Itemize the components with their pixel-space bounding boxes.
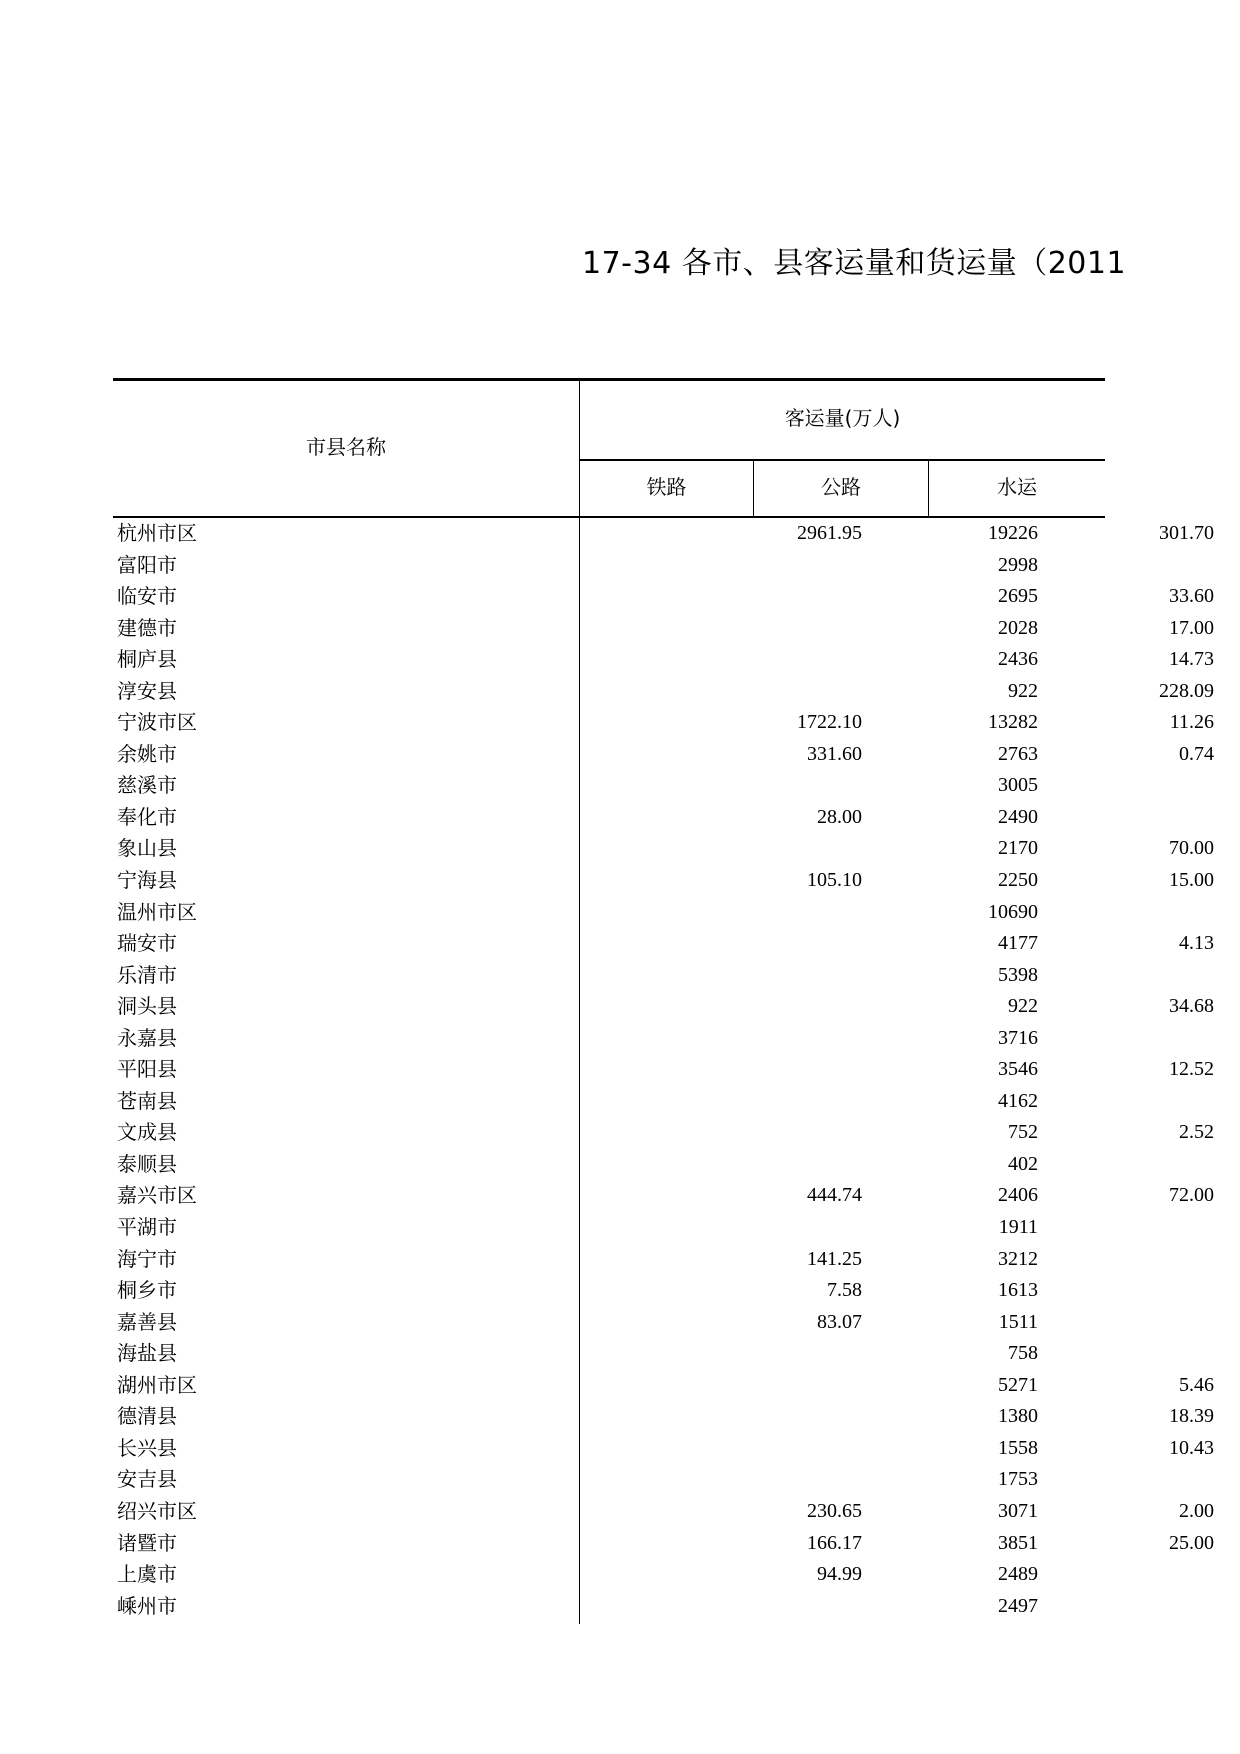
- row-water-value: [1039, 1212, 1214, 1244]
- table-row: [113, 676, 1214, 708]
- row-water-value: [1039, 550, 1214, 582]
- row-name: 永嘉县: [117, 1025, 177, 1050]
- row-road-value: 2763: [998, 742, 1038, 765]
- row-water-value: 25.00: [1169, 1531, 1214, 1554]
- row-name: 象山县: [117, 836, 177, 861]
- row-name: 富阳市: [117, 552, 177, 577]
- row-name: 宁海县: [117, 868, 177, 893]
- table-row: [113, 991, 1214, 1023]
- table-row: [113, 581, 1214, 613]
- row-rail-value: [580, 991, 862, 1023]
- row-rail-value: [580, 644, 862, 676]
- table-row: [113, 1370, 1214, 1402]
- row-name: 苍南县: [117, 1088, 177, 1113]
- row-rail-value: [580, 770, 862, 802]
- row-rail-value: [580, 1401, 862, 1433]
- row-name: 温州市区: [117, 899, 197, 924]
- row-rail-value: [580, 613, 862, 645]
- table-row: [113, 707, 1214, 739]
- row-road-value: 1911: [998, 1216, 1038, 1239]
- row-road-value: 1380: [998, 1405, 1038, 1428]
- row-name: 嵊州市: [117, 1593, 177, 1618]
- row-water-value: [1039, 1307, 1214, 1339]
- table-row: [113, 1496, 1214, 1528]
- row-road-value: 3716: [998, 1026, 1038, 1049]
- row-rail-value: [580, 581, 862, 613]
- column-header-road: 公路: [821, 475, 861, 499]
- row-name: 桐乡市: [117, 1278, 177, 1303]
- row-water-value: 10.43: [1169, 1436, 1214, 1459]
- row-road-value: 758: [1008, 1342, 1038, 1365]
- row-rail-value: 2961.95: [797, 522, 862, 544]
- row-water-value: [1039, 1275, 1214, 1307]
- table-row: [113, 1244, 1105, 1276]
- row-name: 临安市: [117, 584, 177, 609]
- table-top-rule: [113, 378, 1105, 381]
- table-row: [113, 1464, 1105, 1496]
- row-name: 建德市: [117, 615, 177, 640]
- row-name: 诸暨市: [117, 1530, 177, 1555]
- row-name: 湖州市区: [117, 1372, 197, 1397]
- row-rail-value: 94.99: [817, 1563, 862, 1586]
- row-rail-value: 141.25: [807, 1247, 862, 1270]
- row-road-value: 1511: [998, 1310, 1038, 1333]
- row-name: 慈溪市: [117, 773, 177, 798]
- row-water-value: [1039, 1149, 1214, 1181]
- row-road-value: 5398: [998, 963, 1038, 986]
- column-header-water: 水运: [997, 475, 1037, 499]
- row-road-value: 1753: [998, 1468, 1038, 1491]
- row-name: 平湖市: [117, 1215, 177, 1240]
- row-road-value: 13282: [988, 711, 1038, 734]
- row-road-value: 2490: [998, 805, 1038, 828]
- row-water-value: 17.00: [1169, 616, 1214, 639]
- row-rail-value: [580, 1086, 862, 1118]
- row-road-value: 3212: [998, 1247, 1038, 1270]
- row-road-value: 2028: [998, 616, 1038, 639]
- row-water-value: 4.13: [1179, 932, 1214, 955]
- row-water-value: [1039, 1464, 1214, 1496]
- row-rail-value: [580, 1464, 862, 1496]
- row-name: 奉化市: [117, 804, 177, 829]
- row-rail-value: [580, 1338, 862, 1370]
- table-row: [113, 833, 1214, 865]
- row-water-value: 15.00: [1169, 869, 1214, 892]
- row-water-value: [1039, 1086, 1214, 1118]
- row-rail-value: [580, 1149, 862, 1181]
- row-road-value: 3071: [998, 1499, 1038, 1522]
- table-row: [113, 644, 1214, 676]
- row-name: 平阳县: [117, 1057, 177, 1082]
- row-road-value: 4177: [998, 932, 1038, 955]
- row-name: 泰顺县: [117, 1151, 177, 1176]
- row-rail-value: 105.10: [807, 869, 862, 892]
- row-road-value: 10690: [988, 900, 1038, 923]
- table-row: [113, 928, 1214, 960]
- row-rail-value: [580, 897, 862, 929]
- row-road-value: 922: [1008, 995, 1038, 1018]
- row-rail-value: [580, 1212, 862, 1244]
- page-title: 17-34 各市、县客运量和货运量（2011: [582, 246, 1127, 281]
- row-water-value: 2.52: [1179, 1121, 1214, 1144]
- row-name: 桐庐县: [117, 647, 177, 672]
- row-road-value: 1613: [998, 1279, 1038, 1302]
- row-road-value: 2695: [998, 585, 1038, 608]
- table-row: [113, 897, 1105, 929]
- row-rail-value: [580, 550, 862, 582]
- row-road-value: 3851: [998, 1531, 1038, 1554]
- table-row: [113, 518, 1214, 550]
- table-row: [113, 802, 1105, 834]
- row-rail-value: 28.00: [817, 805, 862, 828]
- row-water-value: [1039, 1338, 1214, 1370]
- table-row: [113, 1275, 1105, 1307]
- table-row: [113, 739, 1214, 771]
- row-water-value: [1039, 1591, 1214, 1623]
- row-water-value: 11.26: [1169, 711, 1214, 734]
- table-row: [113, 1307, 1105, 1339]
- row-water-value: [1039, 1023, 1214, 1055]
- row-name: 绍兴市区: [117, 1498, 197, 1523]
- row-water-value: 14.73: [1169, 648, 1214, 671]
- table-row: [113, 1338, 1105, 1370]
- row-water-value: [1039, 960, 1214, 992]
- table-row: [113, 1180, 1214, 1212]
- table-row: [113, 1086, 1105, 1118]
- row-rail-value: [580, 676, 862, 708]
- row-road-value: 1558: [998, 1436, 1038, 1459]
- row-name: 余姚市: [117, 741, 177, 766]
- row-rail-value: [580, 1370, 862, 1402]
- row-name: 淳安县: [117, 678, 177, 703]
- row-rail-value: [580, 1433, 862, 1465]
- row-water-value: [1039, 802, 1214, 834]
- row-water-value: 70.00: [1169, 837, 1214, 860]
- table-row: [113, 1591, 1105, 1623]
- row-water-value: 0.74: [1179, 742, 1214, 765]
- table-row: [113, 1559, 1105, 1591]
- row-rail-value: 166.17: [807, 1531, 862, 1554]
- row-rail-value: [580, 1117, 862, 1149]
- table-row: [113, 960, 1105, 992]
- row-road-value: 4162: [998, 1089, 1038, 1112]
- row-water-value: 34.68: [1169, 995, 1214, 1018]
- table-row: [113, 1054, 1214, 1086]
- row-rail-value: [580, 928, 862, 960]
- row-road-value: 2998: [998, 553, 1038, 576]
- table-row: [113, 770, 1105, 802]
- row-rail-value: 230.65: [807, 1499, 862, 1522]
- row-water-value: [1039, 1244, 1214, 1276]
- column-group-header-passenger: 客运量(万人): [784, 406, 901, 430]
- row-name: 嘉兴市区: [117, 1183, 197, 1208]
- row-water-value: [1039, 897, 1214, 929]
- row-name: 德清县: [117, 1404, 177, 1429]
- row-road-value: 402: [1008, 1152, 1038, 1175]
- row-name: 洞头县: [117, 994, 177, 1019]
- row-water-value: 12.52: [1169, 1058, 1214, 1081]
- row-road-value: 5271: [998, 1373, 1038, 1396]
- table-row: [113, 1117, 1214, 1149]
- row-name: 上虞市: [117, 1562, 177, 1587]
- row-water-value: 228.09: [1159, 679, 1214, 702]
- table-row: [113, 1149, 1105, 1181]
- row-name: 长兴县: [117, 1435, 177, 1460]
- row-road-value: 3546: [998, 1058, 1038, 1081]
- row-road-value: 922: [1008, 679, 1038, 702]
- row-water-value: 5.46: [1179, 1373, 1214, 1396]
- row-rail-value: [580, 1023, 862, 1055]
- row-road-value: 2489: [998, 1563, 1038, 1586]
- row-rail-value: [580, 833, 862, 865]
- row-rail-value: 1722.10: [797, 711, 862, 734]
- row-rail-value: 331.60: [807, 742, 862, 765]
- row-rail-value: 83.07: [817, 1310, 862, 1333]
- row-road-value: 752: [1008, 1121, 1038, 1144]
- table-row: [113, 865, 1214, 897]
- row-road-value: 2497: [998, 1594, 1038, 1617]
- row-name: 乐清市: [117, 962, 177, 987]
- row-rail-value: [580, 1591, 862, 1623]
- row-water-value: 301.70: [1159, 522, 1214, 544]
- row-name: 海盐县: [117, 1341, 177, 1366]
- row-name: 文成县: [117, 1120, 177, 1145]
- row-road-value: 19226: [988, 522, 1038, 544]
- row-name: 杭州市区: [117, 521, 197, 545]
- column-header-rail: 铁路: [646, 475, 687, 499]
- row-water-value: 33.60: [1169, 585, 1214, 608]
- row-name: 嘉善县: [117, 1309, 177, 1334]
- table-row: [113, 1023, 1105, 1055]
- group-header-underline: [580, 459, 1105, 461]
- row-rail-value: [580, 1054, 862, 1086]
- row-name: 瑞安市: [117, 931, 177, 956]
- row-road-value: 2406: [998, 1184, 1038, 1207]
- row-name: 海宁市: [117, 1246, 177, 1271]
- row-water-value: [1039, 1559, 1214, 1591]
- row-rail-value: [580, 960, 862, 992]
- row-road-value: 2170: [998, 837, 1038, 860]
- table-row: [113, 1433, 1214, 1465]
- row-water-value: 72.00: [1169, 1184, 1214, 1207]
- row-rail-value: 444.74: [807, 1184, 862, 1207]
- table-row: [113, 1401, 1214, 1433]
- row-water-value: 18.39: [1169, 1405, 1214, 1428]
- table-row: [113, 613, 1214, 645]
- row-rail-value: 7.58: [827, 1279, 862, 1302]
- table-row: [113, 1212, 1105, 1244]
- row-road-value: 2250: [998, 869, 1038, 892]
- row-road-value: 2436: [998, 648, 1038, 671]
- row-water-value: [1039, 770, 1214, 802]
- row-road-value: 3005: [998, 774, 1038, 797]
- row-water-value: 2.00: [1179, 1499, 1214, 1522]
- table-row: [113, 1528, 1214, 1560]
- table-row: [113, 550, 1105, 582]
- row-name: 安吉县: [117, 1467, 177, 1492]
- table-body: [113, 518, 1214, 1622]
- column-header-name: 市县名称: [306, 435, 386, 459]
- row-name: 宁波市区: [117, 710, 197, 735]
